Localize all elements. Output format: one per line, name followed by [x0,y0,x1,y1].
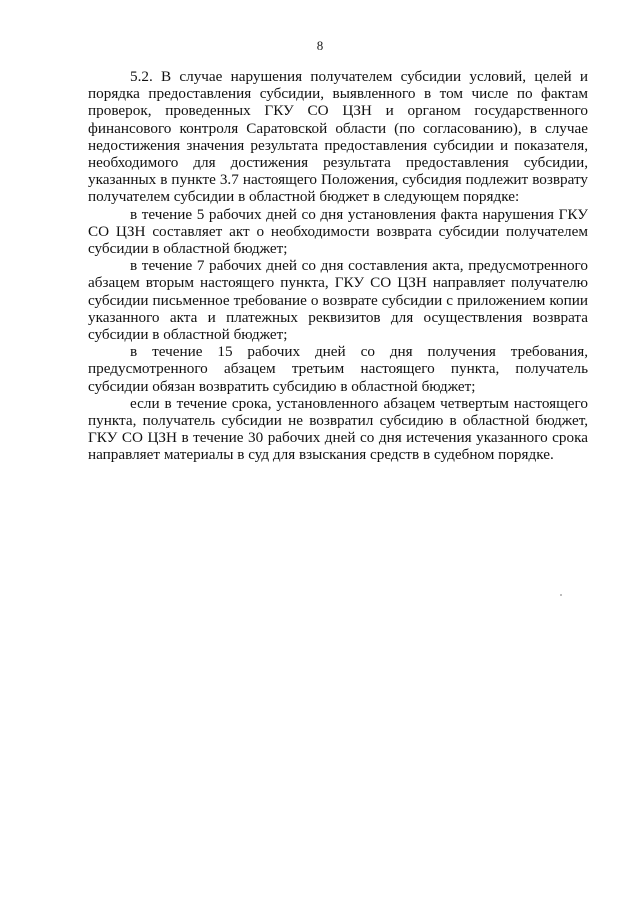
paragraph-7-days: в течение 7 рабочих дней со дня составления акта, предусмотренного абзацем вторым настоящего пункта, ГКУ СО ЦЗН направляет получателю субсидии письменное требование о возврате субсидии с приложением копии указанного акта и платежных реквизитов для осуществления возврата субсидии в областной бюджет; [88,257,588,344]
paragraph-5-days: в течение 5 рабочих дней со дня установления факта нарушения ГКУ СО ЦЗН составляет акт о необходимости возврата субсидии получателем субсидии в областной бюджет; [88,205,588,258]
paragraph-court: если в течение срока, установленного абзацем четвертым настоящего пункта, получатель субсидии не возвратил субсидию в областной бюджет, ГКУ СО ЦЗН в течение 30 рабочих дней со дня истечения указанного срока направляет материалы в суд для взыскания средств в судебном порядке. [88,394,588,464]
paragraph-15-days: в течение 15 рабочих дней со дня получения требования, предусмотренного абзацем третьим настоящего пункта, получатель субсидии обязан возвратить субсидию в областной бюджет; [88,343,588,395]
paragraph-5-2: 5.2. В случае нарушения получателем субсидии условий, целей и порядка предоставления субсидии, выявленного в том числе по фактам проверок, проведенных ГКУ СО ЦЗН и органом государственного финансового контроля Саратовской области (по согласованию), в случае недостижения значения результата предоставления субсидии и показателя, необходимого для достижения результата предоставления субсидии, указанных в пункте 3.7 настоящего Положения, субсидия подлежит возврату получателем субсидии в областной бюджет в следующем порядке: [88,68,588,206]
scan-speck [560,594,562,596]
page-number: 8 [316,38,324,53]
document-body [88,68,588,464]
